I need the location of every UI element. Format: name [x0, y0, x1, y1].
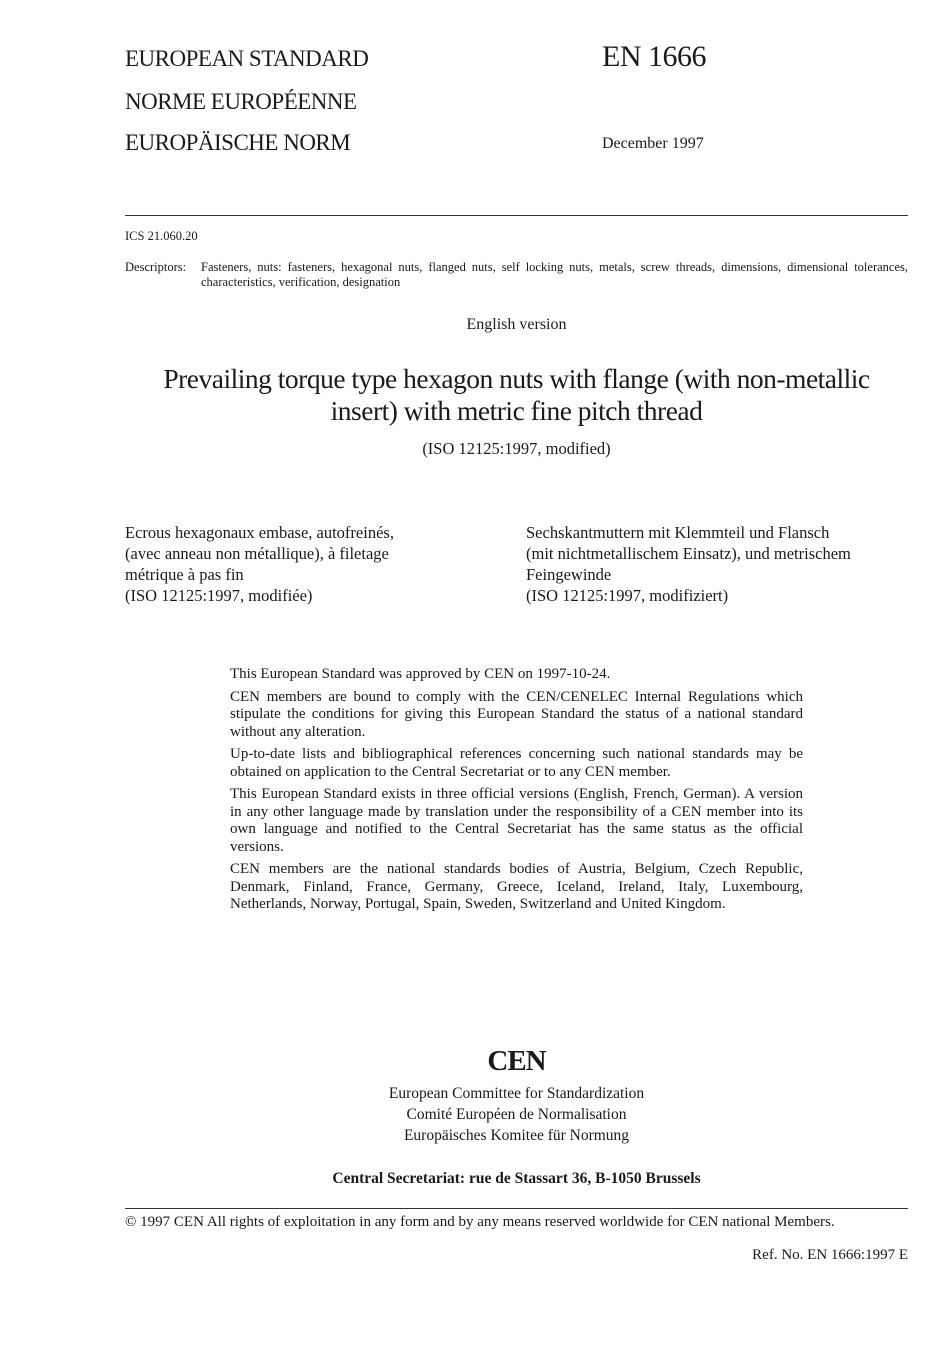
approval-block	[230, 666, 803, 919]
version-label: English version	[466, 316, 567, 333]
approval-paragraph: This European Standard exists in three official versions (English, French, German). A version in any other language made by translation under the responsibility of a CEN member into its own language and notified to the Central Secretariat has the same status as the official versions.	[230, 786, 803, 855]
descriptors-text: Fasteners, nuts: fasteners, hexagonal nuts, flanged nuts, self locking nuts, metals, screw threads, dimensions, dimensional tolerances, characteristics, verification, designation	[201, 260, 908, 289]
publication-date: December 1997	[602, 135, 704, 152]
french-title-line: (avec anneau non métallique), à filetage	[125, 544, 389, 563]
french-title-line: métrique à pas fin	[125, 565, 244, 584]
header-divider	[125, 215, 908, 216]
reference-number: Ref. No. EN 1666:1997 E	[752, 1247, 908, 1263]
french-title-line: (ISO 12125:1997, modifiée)	[125, 586, 313, 605]
title-line-2: insert) with metric fine pitch thread	[330, 395, 703, 426]
ics-code: ICS 21.060.20	[125, 229, 198, 243]
header-title-fr: NORME EUROPÉENNE	[125, 89, 357, 114]
french-title-line: Ecrous hexagonaux embase, autofreinés,	[125, 523, 394, 542]
footer-divider	[125, 1208, 908, 1209]
cen-logo: CEN	[487, 1045, 546, 1077]
approval-paragraph: CEN members are bound to comply with the CEN/CENELEC Internal Regulations which stipulate the conditions for giving this European Standard the status of a national standard without any alteration.	[230, 688, 803, 740]
document-subtitle: (ISO 12125:1997, modified)	[422, 439, 611, 458]
approval-paragraph: This European Standard was approved by CEN on 1997-10-24.	[230, 666, 611, 682]
committee-name: Europäisches Komitee für Normung	[403, 1127, 630, 1144]
committee-name: European Committee for Standardization	[388, 1085, 645, 1102]
document-title	[125, 363, 908, 427]
title-line-1: Prevailing torque type hexagon nuts with flange (with non-metallic	[163, 363, 870, 394]
german-title	[526, 522, 851, 606]
german-title-line: Feingewinde	[526, 565, 612, 584]
standard-number: EN 1666	[602, 40, 706, 73]
copyright-notice: © 1997 CEN All rights of exploitation in any form and by any means reserved worldwide for CEN national Members.	[125, 1214, 835, 1230]
approval-paragraph: Up-to-date lists and bibliographical references concerning such national standards may be obtained on application to the Central Secretariat or to any CEN member.	[230, 746, 803, 780]
descriptors-label: Descriptors:	[125, 260, 187, 274]
committee-name: Comité Européen de Normalisation	[406, 1106, 627, 1123]
german-title-line: Sechskantmuttern mit Klemmteil und Flansch	[526, 523, 830, 542]
committee-names	[125, 1083, 908, 1146]
german-title-line: (mit nichtmetallischem Einsatz), und metrischem	[526, 544, 851, 563]
header-title-de: EUROPÄISCHE NORM	[125, 130, 351, 155]
french-title	[125, 522, 394, 606]
central-secretariat: Central Secretariat: rue de Stassart 36, B-1050 Brussels	[332, 1170, 701, 1187]
approval-paragraph: CEN members are the national standards bodies of Austria, Belgium, Czech Republic, Denmark, Finland, France, Germany, Greece, Iceland, Ireland, Italy, Luxembourg, Netherlands, Norway, Portugal, Spain, Sweden, Switzerland and United Kingdom.	[230, 861, 803, 912]
header-title-en: EUROPEAN STANDARD	[125, 46, 369, 71]
german-title-line: (ISO 12125:1997, modifiziert)	[526, 586, 729, 605]
